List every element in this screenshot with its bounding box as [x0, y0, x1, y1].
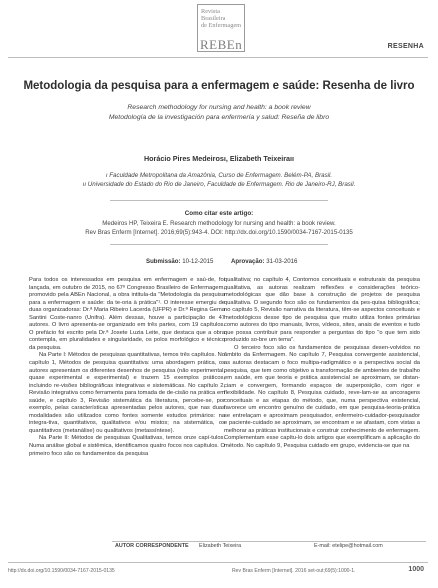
affiliation-1: ı Faculdade Metropolitana da Amazônia, Curso de Enfermagem. Belém-PA, Brasil. — [105, 172, 333, 179]
article-title: Metodologia da pesquisa para a enfermagem e saúde: Resenha de livro — [23, 80, 415, 92]
article-title-english: Research methodology for nursing and health: a book review — [127, 104, 311, 111]
authors: Horácio Pires Medeirosı, Elizabeth Teixeiraıı — [143, 154, 295, 163]
submission-label: Submissão: — [146, 258, 181, 265]
body-paragraph: qualitativa; no capítulo 4, Contornos conceituais e estruturais da pesquisa qualitativa, as autoras realizam reflexões e considerações teórico-metodológicas que dão base à construção de projetos de pesquisa qualitativa. O segundo foco são os fundamentos da pes-quisa bibliográfica; no capítulo 5, Revisão narrativa da literatura, têm-se aspectos conceituais e metodológicos desse tipo de pesquisa que muito utiliza fontes primárias como autores do tipo manuais, livros, vídeos, sites, anais de eventos e tudo que possa contribuir para responder a perguntas do tipo "o que tem sido produzido so-bre um tema". — [224, 277, 420, 344]
body-paragraph: Na Parte II: Métodos de pesquisas Qualitativas, temos onze capí-tulos. Numa análise global e sistêmica, identificamos quatro focos nos capítulos. O primeiro foco são os fundamentos da pesquisa — [29, 435, 225, 457]
citation-line-2: Rev Bras Enferm [Internet]. 2016;69(5):943-4. DOI: http://dx.doi.org/10.1590/0034-7167-2015-0135 — [85, 229, 353, 236]
page-footer-divider — [8, 562, 428, 563]
corresponding-author-label: AUTOR CORRESPONDENTE — [115, 543, 189, 549]
body-column-left — [29, 277, 225, 458]
footer-divider — [112, 541, 426, 542]
body-column-right — [224, 277, 420, 451]
header-divider — [8, 57, 428, 58]
logo-line-3: de Enfermagem — [201, 22, 242, 29]
approval-date — [231, 258, 297, 265]
section-label: RESENHA — [387, 43, 424, 50]
approval-label: Aprovação: — [231, 258, 265, 265]
citation-heading: Como citar este artigo: — [184, 210, 254, 217]
citation-line-1: Medeiros HP, Teixeira E. Research methodology for nursing and health: a book review. — [102, 220, 336, 227]
logo-line-2: Brasileira — [201, 15, 226, 22]
citation-bottom-divider — [110, 244, 328, 245]
body-paragraph: Na Parte I: Métodos de pesquisas quantitativas, temos três capítulos. No capítulo 1, Métodos de pesquisa quantitativa: uma abordagem prática, os autores apresentam os diferentes desenhos de pesquisa (não experimental, quase experimental e experimental) e trazem 15 exemplos práticos, incluindo re-visões bibliográficas integrativas e sistemáticas. No capítulo 2, Revisão integrativa como ferramenta para tomada de de-cisão na prática em saúde, e capítulo 3, Revisão sistemática da literatura, percebe-se, por exemplo, pelas características apresentadas pelos autores, que nas duas modalidades são utilizados como fontes somente estudos primários: na integra-tiva, quantitativos, qualitativos e/ou mistos; na sistemática, os quantitativos (metanálise) ou qualitativos (metassíntese). — [29, 352, 225, 434]
approval-value: 31-03-2016 — [266, 258, 298, 265]
logo-line-1: Revista — [201, 8, 220, 15]
submission-value: 10-12-2015 — [182, 258, 214, 265]
body-paragraph: O terceiro foco são os fundamentos de pesquisas desen-volvidos no âmbito da Enfermagem. No capítulo 7, Pesquisa convergente assistencial, as autoras destacam o foco multipa-radigmático e a perspectiva social da pesquisa, que tem como objetivo a transformação de ambientes de trabalho em saúde, em que teoria e prática assistencial se aproximam, se distan-ciam e convergem, formando espaços de superposição, com rigor e flexibilidade. No capítulo 8, Pesquisa cuidado, reve-lam-se as ancoragens conceituais e as etapas do método, que, numa perspectiva existencial, favorece um encontro genuíno de cuidado, em que pesquisa-teoria-prática se entrelaçam e aproximam pesquisador, enfermeiro-cuidador-pesquisador e paciente-cuidado se aproximam, se encontram e se afastam, com vistas a melhorar as práticas institucionais e construir conhecimento de enfermagem. Complementam esse capítu-lo dois artigos que exemplificam a aplicação do método. No capítulo 9, Pesquisa cuidado em grupo, evidencia-se que na — [224, 344, 420, 450]
doi-link[interactable]: http://dx.doi.org/10.1590/0034-7167-2015-0135 — [8, 568, 115, 574]
article-title-spanish: Metodología de la investigación para enfermería y salud: Reseña de libro — [108, 114, 330, 121]
affiliation-2: ıı Universidade do Estado do Rio de Janeiro, Faculdade de Enfermagem. Rio de Janeiro-RJ, Brasil. — [82, 181, 356, 188]
corresponding-author-name: Elizabeth Teixeira — [199, 543, 242, 549]
journal-reference: Rev Bras Enferm [Internet]. 2016 set-out;69(5):1000-1. — [232, 568, 356, 574]
logo-text: REBEn — [200, 37, 243, 52]
body-paragraph: Para todos os interessados em pesquisa em enfermagem e saú-de, foi lançada, em outubro de 2015, no 67º Congresso Brasileiro de Enfermagem, promovido pela ABEn Nacional, a obra intitula-da "Metodologia da pesquisa para a enfermagem e saúde: da te-oria à prática"¹. O interesse emergiu de duas organizadoras: Dr.ª Maria Ribeiro Lacerda (UFPR) e Dr.ª Regina Gema Santini Coste-nanro (Unifra). Além dessas, houve a participação de 47 autores. O livro apresenta-se organizado em três partes, com 19 capítulos. O prefácio foi escrito pela Dr.ª Josete Luzia Leite, que destaca que a obra contempla, em pluralidades e singularidade, os polos morfológico e técnico da pesquisa. — [29, 277, 225, 351]
citation-top-divider — [110, 200, 328, 201]
corresponding-author-email[interactable]: E-mail: etelipe@hotmail.com — [314, 543, 383, 549]
submission-date — [146, 258, 213, 265]
page-number: 1000 — [408, 566, 424, 573]
